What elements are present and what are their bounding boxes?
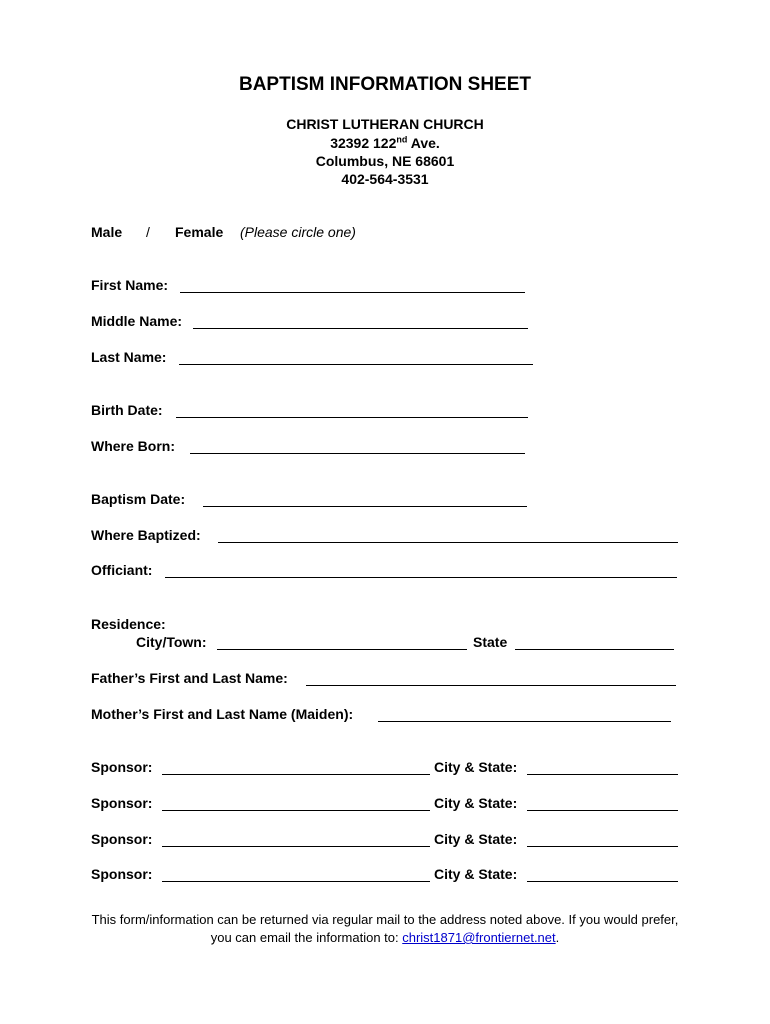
city-town-label: City/Town:: [136, 634, 207, 650]
gender-separator: /: [146, 224, 150, 240]
gender-male[interactable]: Male: [91, 224, 123, 240]
first-name-label: First Name:: [91, 277, 169, 293]
mother-name-label: Mother’s First and Last Name (Maiden):: [91, 706, 354, 722]
footer-note: [0, 911, 770, 947]
sponsor-city-state-field[interactable]: [527, 810, 678, 811]
street-number: 32392 122: [330, 135, 397, 151]
footer-text: This form/information can be returned via regular mail to the address noted above. If you would prefer, you can email the information to:: [91, 912, 679, 945]
baptism-date-field[interactable]: [203, 506, 527, 507]
sponsor-city-state-label: City & State:: [434, 795, 518, 811]
where-baptized-label: Where Baptized:: [91, 527, 201, 543]
church-name: CHRIST LUTHERAN CHURCH: [286, 116, 484, 132]
father-name-field[interactable]: [306, 685, 676, 686]
email-link[interactable]: christ1871@frontiernet.net: [402, 930, 556, 945]
sponsor-name-field[interactable]: [162, 846, 430, 847]
gender-instruction: (Please circle one): [240, 224, 356, 240]
where-baptized-field[interactable]: [218, 542, 678, 543]
sponsor-city-state-field[interactable]: [527, 774, 678, 775]
mother-name-field[interactable]: [378, 721, 671, 722]
sponsor-label: Sponsor:: [91, 759, 153, 775]
state-label: State: [473, 634, 508, 650]
state-field[interactable]: [515, 649, 674, 650]
officiant-field[interactable]: [165, 577, 677, 578]
baptism-date-label: Baptism Date:: [91, 491, 186, 507]
middle-name-label: Middle Name:: [91, 313, 183, 329]
page-title: BAPTISM INFORMATION SHEET: [238, 74, 532, 95]
where-born-field[interactable]: [190, 453, 525, 454]
residence-label: Residence:: [91, 616, 166, 632]
birth-date-label: Birth Date:: [91, 402, 163, 418]
sponsor-name-field[interactable]: [162, 774, 430, 775]
street-ordinal: nd: [396, 134, 408, 145]
church-phone: 402-564-3531: [341, 171, 429, 187]
last-name-field[interactable]: [179, 364, 533, 365]
sponsor-label: Sponsor:: [91, 866, 153, 882]
sponsor-name-field[interactable]: [162, 881, 430, 882]
sponsor-city-state-label: City & State:: [434, 759, 518, 775]
last-name-label: Last Name:: [91, 349, 167, 365]
church-city: Columbus, NE 68601: [315, 153, 455, 169]
where-born-label: Where Born:: [91, 438, 175, 454]
first-name-field[interactable]: [180, 292, 525, 293]
sponsor-city-state-label: City & State:: [434, 866, 518, 882]
sponsor-city-state-field[interactable]: [527, 881, 678, 882]
city-town-field[interactable]: [217, 649, 467, 650]
sponsor-name-field[interactable]: [162, 810, 430, 811]
officiant-label: Officiant:: [91, 562, 153, 578]
street-suffix: Ave.: [407, 135, 440, 151]
middle-name-field[interactable]: [193, 328, 528, 329]
footer-end: .: [555, 930, 560, 945]
father-name-label: Father’s First and Last Name:: [91, 670, 288, 686]
sponsor-city-state-label: City & State:: [434, 831, 518, 847]
gender-female[interactable]: Female: [175, 224, 224, 240]
sponsor-label: Sponsor:: [91, 831, 153, 847]
sponsor-label: Sponsor:: [91, 795, 153, 811]
church-street: [0, 135, 770, 151]
birth-date-field[interactable]: [176, 417, 528, 418]
sponsor-city-state-field[interactable]: [527, 846, 678, 847]
